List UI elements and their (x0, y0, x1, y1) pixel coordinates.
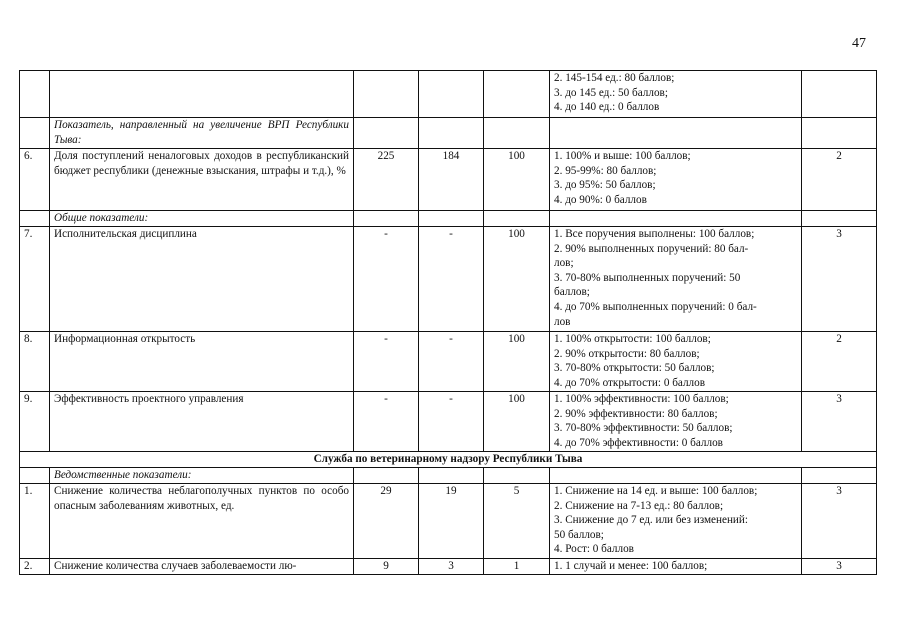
criteria-line: 1. 1 случай и менее: 100 баллов; (554, 560, 708, 572)
weight-cell: 3 (802, 392, 877, 452)
value-cell (484, 71, 550, 118)
criteria-line: 2. 90% эффективности: 80 баллов; (554, 407, 718, 420)
value-cell: - (354, 332, 419, 392)
row-number (20, 71, 50, 118)
criteria-line: 1. 100% открытости: 100 баллов; (554, 333, 711, 345)
value-cell: 225 (354, 149, 419, 211)
indicator-name: Информационная открытость (50, 332, 354, 392)
section-header-row (20, 452, 877, 468)
page-number: 47 (852, 36, 866, 51)
value-cell: - (354, 392, 419, 452)
row-number: 2. (20, 559, 50, 575)
value-cell (419, 71, 484, 118)
scoring-criteria (550, 559, 802, 575)
criteria-line: 4. до 140 ед.: 0 баллов (554, 101, 660, 114)
value-cell: 5 (484, 484, 550, 559)
subheader-label: Общие показатели: (50, 211, 354, 227)
scoring-criteria (550, 149, 802, 211)
criteria-line: лов (554, 315, 571, 328)
indicator-name: Снижение количества неблагополучных пунктов по особо опасным заболеваниям животных, ед. (50, 484, 354, 559)
criteria-line: 3. 70-80% эффективности: 50 баллов; (554, 422, 733, 435)
indicator-name: Эффективность проектного управления (50, 392, 354, 452)
criteria-line: 3. 70-80% открытости: 50 баллов; (554, 362, 715, 375)
criteria-line: лов; (554, 257, 574, 270)
criteria-line: 1. Снижение на 14 ед. и выше: 100 баллов; (554, 485, 758, 497)
value-cell: 100 (484, 149, 550, 211)
table-row (20, 227, 877, 332)
value-cell: - (419, 392, 484, 452)
table-row (20, 332, 877, 392)
row-number: 8. (20, 332, 50, 392)
weight-cell: 2 (802, 332, 877, 392)
criteria-line: 2. 145-154 ед.: 80 баллов; (554, 72, 675, 84)
scoring-criteria (550, 71, 802, 118)
value-cell: 184 (419, 149, 484, 211)
scoring-criteria (550, 227, 802, 332)
weight-cell: 3 (802, 227, 877, 332)
value-cell: 100 (484, 392, 550, 452)
criteria-line: 1. Все поручения выполнены: 100 баллов; (554, 228, 755, 240)
criteria-line: 2. 90% выполненных поручений: 80 бал- (554, 242, 749, 255)
table-row (20, 484, 877, 559)
weight-cell (802, 71, 877, 118)
table-subheader-row (20, 211, 877, 227)
criteria-line: 2. Снижение на 7-13 ед.: 80 баллов; (554, 499, 724, 512)
table-row (20, 71, 877, 118)
value-cell: 3 (419, 559, 484, 575)
scoring-criteria (550, 332, 802, 392)
table-row (20, 392, 877, 452)
value-cell: - (354, 227, 419, 332)
weight-cell: 3 (802, 559, 877, 575)
value-cell: 29 (354, 484, 419, 559)
table-row (20, 559, 877, 575)
indicator-name: Исполнительская дисциплина (50, 227, 354, 332)
scoring-criteria (550, 484, 802, 559)
criteria-line: 3. Снижение до 7 ед. или без изменений: (554, 514, 749, 527)
value-cell: 100 (484, 227, 550, 332)
criteria-line: 1. 100% эффективности: 100 баллов; (554, 393, 729, 405)
row-number: 6. (20, 149, 50, 211)
criteria-line: 2. 95-99%: 80 баллов; (554, 164, 657, 177)
table-subheader-row (20, 118, 877, 149)
indicators-table (19, 70, 877, 575)
value-cell: 9 (354, 559, 419, 575)
criteria-line: 4. Рост: 0 баллов (554, 543, 634, 556)
criteria-line: 50 баллов; (554, 528, 604, 541)
criteria-line: 4. до 70% выполненных поручений: 0 бал- (554, 300, 757, 313)
indicator-name: Снижение количества случаев заболеваемости лю- (50, 559, 354, 575)
criteria-line: 4. до 70% эффективности: 0 баллов (554, 436, 723, 449)
row-number: 9. (20, 392, 50, 452)
value-cell: - (419, 227, 484, 332)
criteria-line: 4. до 90%: 0 баллов (554, 193, 647, 206)
table-row (20, 149, 877, 211)
criteria-line: 1. 100% и выше: 100 баллов; (554, 150, 691, 162)
subheader-label: Ведомственные показатели: (50, 468, 354, 484)
weight-cell: 2 (802, 149, 877, 211)
section-title: Служба по ветеринарному надзору Республики Тыва (20, 452, 877, 468)
criteria-line: 4. до 70% открытости: 0 баллов (554, 376, 706, 389)
value-cell: 1 (484, 559, 550, 575)
criteria-line: 3. 70-80% выполненных поручений: 50 (554, 271, 741, 284)
criteria-line: 3. до 145 ед.: 50 баллов; (554, 86, 668, 99)
row-number: 7. (20, 227, 50, 332)
criteria-line: 3. до 95%: 50 баллов; (554, 179, 656, 192)
table-subheader-row (20, 468, 877, 484)
indicator-name (50, 71, 354, 118)
subheader-label: Показатель, направленный на увеличение ВРП Республики Тыва: (50, 118, 354, 149)
value-cell: 19 (419, 484, 484, 559)
weight-cell: 3 (802, 484, 877, 559)
scoring-criteria (550, 392, 802, 452)
value-cell (354, 71, 419, 118)
value-cell: 100 (484, 332, 550, 392)
criteria-line: 2. 90% открытости: 80 баллов; (554, 347, 700, 360)
indicator-name: Доля поступлений неналоговых доходов в республиканский бюджет республики (денежные взыскания, штрафы и т.д.), % (50, 149, 354, 211)
row-number: 1. (20, 484, 50, 559)
value-cell: - (419, 332, 484, 392)
criteria-line: баллов; (554, 286, 590, 299)
